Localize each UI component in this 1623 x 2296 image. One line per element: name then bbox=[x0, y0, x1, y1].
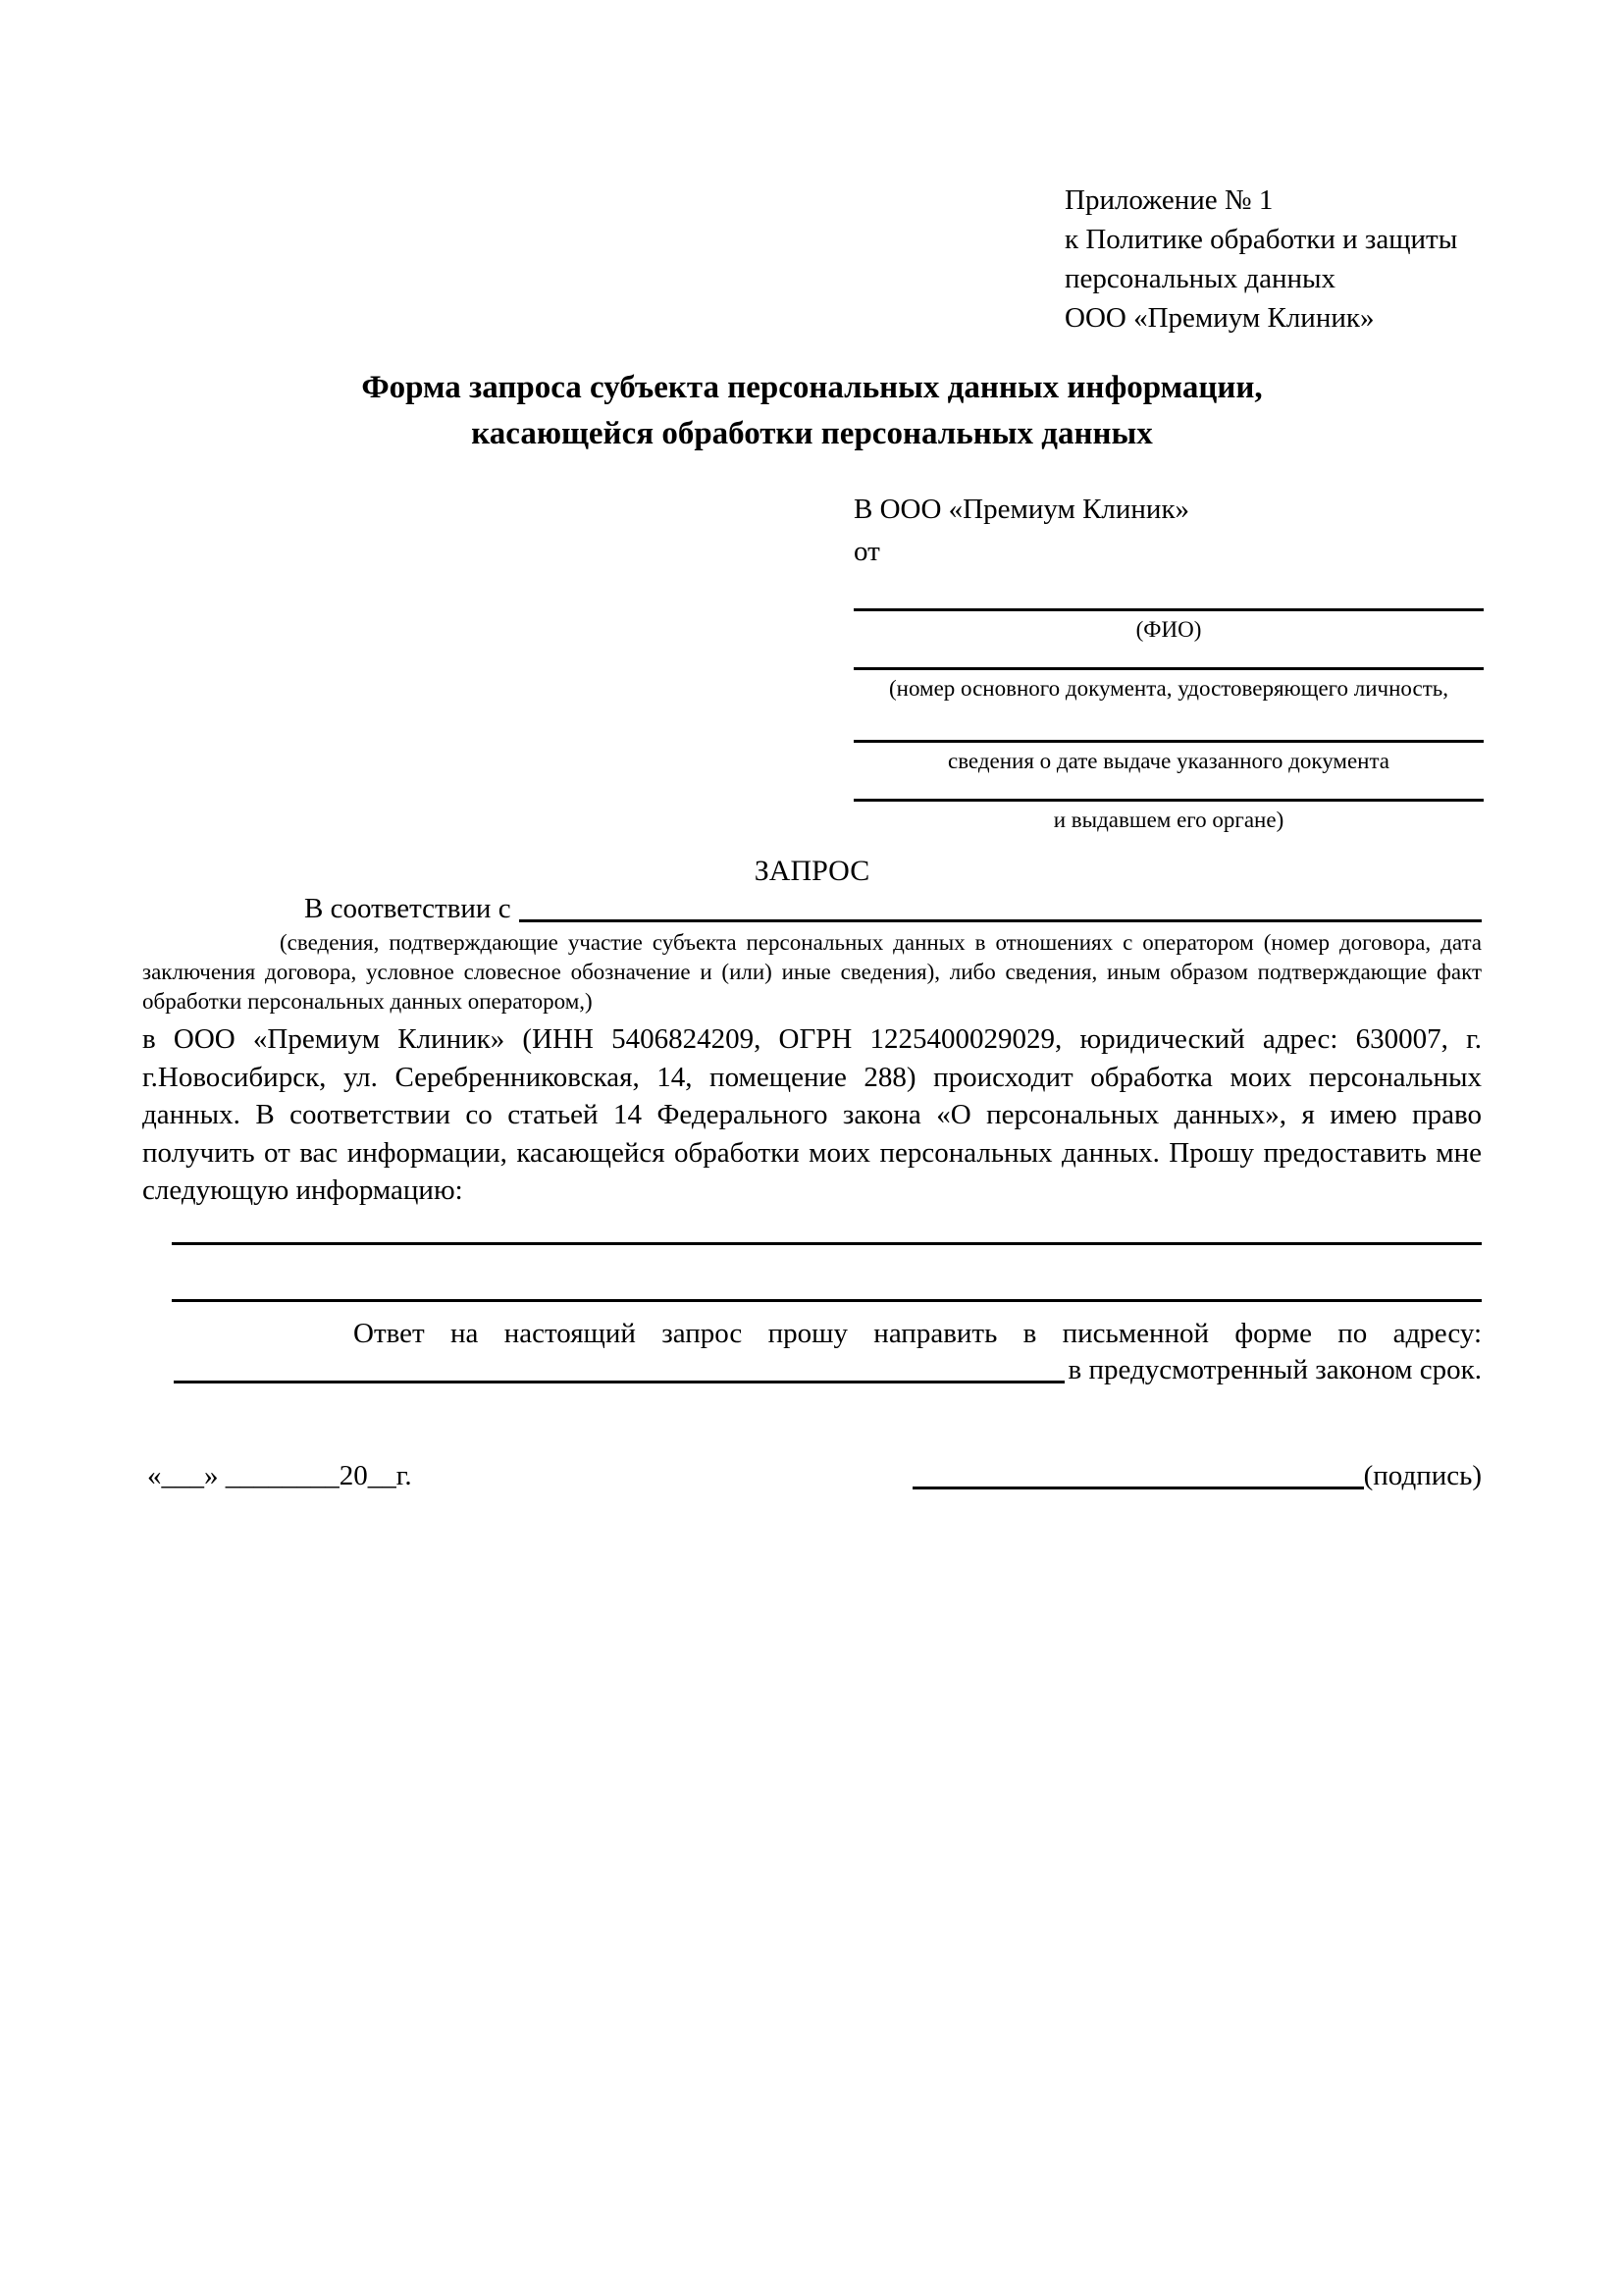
date-signature-row bbox=[142, 1456, 1482, 1495]
date-blank: «___» ________20__г. bbox=[147, 1460, 412, 1491]
issue-date-caption: сведения о дате выдаче указанного документа bbox=[947, 749, 1390, 773]
body-paragraph: в ООО «Премиум Клиник» (ИНН 5406824209, ОГРН 1225400029029, юридический адрес: 630007, г. г.Новосибирск, ул. Серебренниковская, 14, помещение 288) происходит обработка моих персональных данных. В соответствии со статьей 14 Федерального закона «О персональных данных», я имею право получить от вас информации, касающейся обработки моих персональных данных. Прошу предоставить мне следующую информацию: bbox=[142, 1023, 1482, 1206]
accordance-blank-line bbox=[519, 919, 1482, 922]
signature-caption: (подпись) bbox=[1363, 1460, 1482, 1491]
addressee-to: В ООО «Премиум Клиник» bbox=[854, 494, 1190, 525]
answer-address-line bbox=[142, 1350, 1482, 1389]
request-heading: ЗАПРОС bbox=[754, 855, 870, 887]
accordance-lead: В соответствии с bbox=[304, 893, 511, 924]
page-title-line-1: Форма запроса субъекта персональных данных информации, bbox=[361, 370, 1263, 405]
issue-date-blank-line bbox=[854, 740, 1484, 743]
signature-blank-line bbox=[913, 1487, 1364, 1489]
fio-caption: (ФИО) bbox=[1135, 617, 1202, 642]
appendix-line: персональных данных bbox=[1065, 263, 1336, 294]
appendix-line: Приложение № 1 bbox=[1065, 184, 1274, 216]
writein-blank-line-1 bbox=[172, 1242, 1482, 1245]
address-blank-line bbox=[174, 1381, 1065, 1383]
addressee-block bbox=[854, 489, 1484, 834]
answer-paragraph: Ответ на настоящий запрос прошу направить в письменной форме по адресу: bbox=[353, 1318, 1482, 1349]
addressee-from-label: от bbox=[854, 536, 880, 567]
small-print-note: (сведения, подтверждающие участие субъекта персональных данных в отношениях с оператором (номер договора, дата заключения договора, условное словесное обозначение и (или) иные сведения), либо сведения, иным образом подтверждающие факт обработки персональных данных оператором,) bbox=[142, 930, 1482, 1014]
appendix-header bbox=[1065, 181, 1457, 338]
document-number-caption: (номер основного документа, удостоверяющего личность, bbox=[888, 676, 1448, 701]
document-number-blank-line bbox=[854, 667, 1484, 670]
writein-blank-line-2 bbox=[172, 1299, 1482, 1302]
issuing-authority-blank-line bbox=[854, 799, 1484, 802]
page-title-line-2: касающейся обработки персональных данных bbox=[471, 416, 1153, 451]
answer-tail-text: в предусмотренный законом срок. bbox=[1068, 1354, 1482, 1385]
accordance-line bbox=[142, 889, 1482, 928]
page-title bbox=[142, 365, 1482, 457]
fio-blank-line bbox=[854, 608, 1484, 611]
appendix-line: к Политике обработки и защиты bbox=[1065, 224, 1458, 255]
issuing-authority-caption: и выдавшем его органе) bbox=[1053, 808, 1284, 832]
appendix-line: ООО «Премиум Клиник» bbox=[1065, 302, 1375, 334]
